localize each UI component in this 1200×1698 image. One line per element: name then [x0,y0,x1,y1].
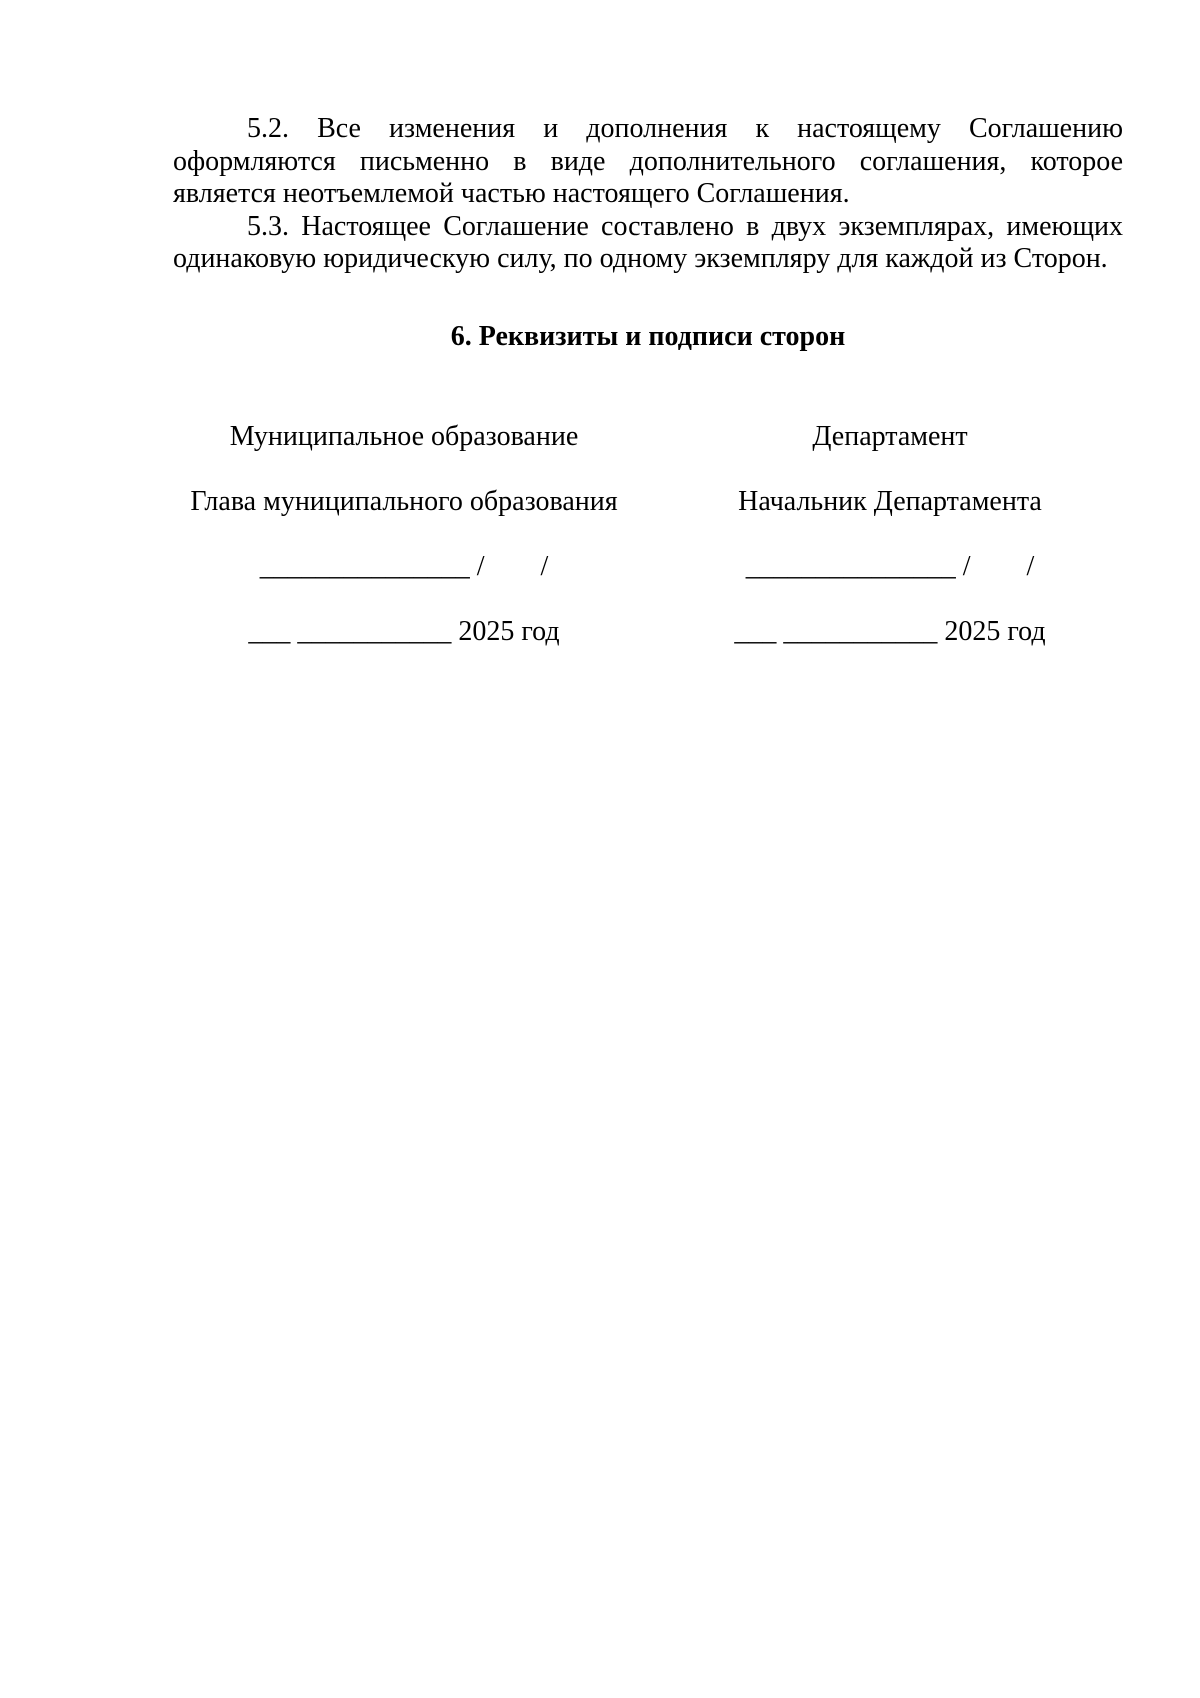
section-6-title: 6. Реквизиты и подписи сторон [450,321,846,352]
signature-block-municipality [164,0,644,700]
party-organization-label: Департамент [812,421,968,452]
paragraph-5-3: 5.3. Настоящее Соглашение составлено в двух экземплярах, имеющих одинаковую юридическую силу, по одному экземпляру для каждой из Сторон. [173,210,1123,274]
signature-line: _______________ / / [745,551,1035,582]
signature-block-department [650,0,1130,700]
paragraph-5-2: 5.2. Все изменения и дополнения к настоящему Соглашению оформляются письменно в виде дополнительного соглашения, которое является неотъемлемой частью настоящего Соглашения. [173,113,1123,209]
party-organization-label: Муниципальное образование [229,421,579,452]
date-line: ___ ___________ 2025 год [248,616,560,647]
signatory-position-label: Начальник Департамента [738,486,1042,517]
date-line: ___ ___________ 2025 год [734,616,1046,647]
signatory-position-label: Глава муниципального образования [190,486,618,517]
signature-line: _______________ / / [259,551,549,582]
